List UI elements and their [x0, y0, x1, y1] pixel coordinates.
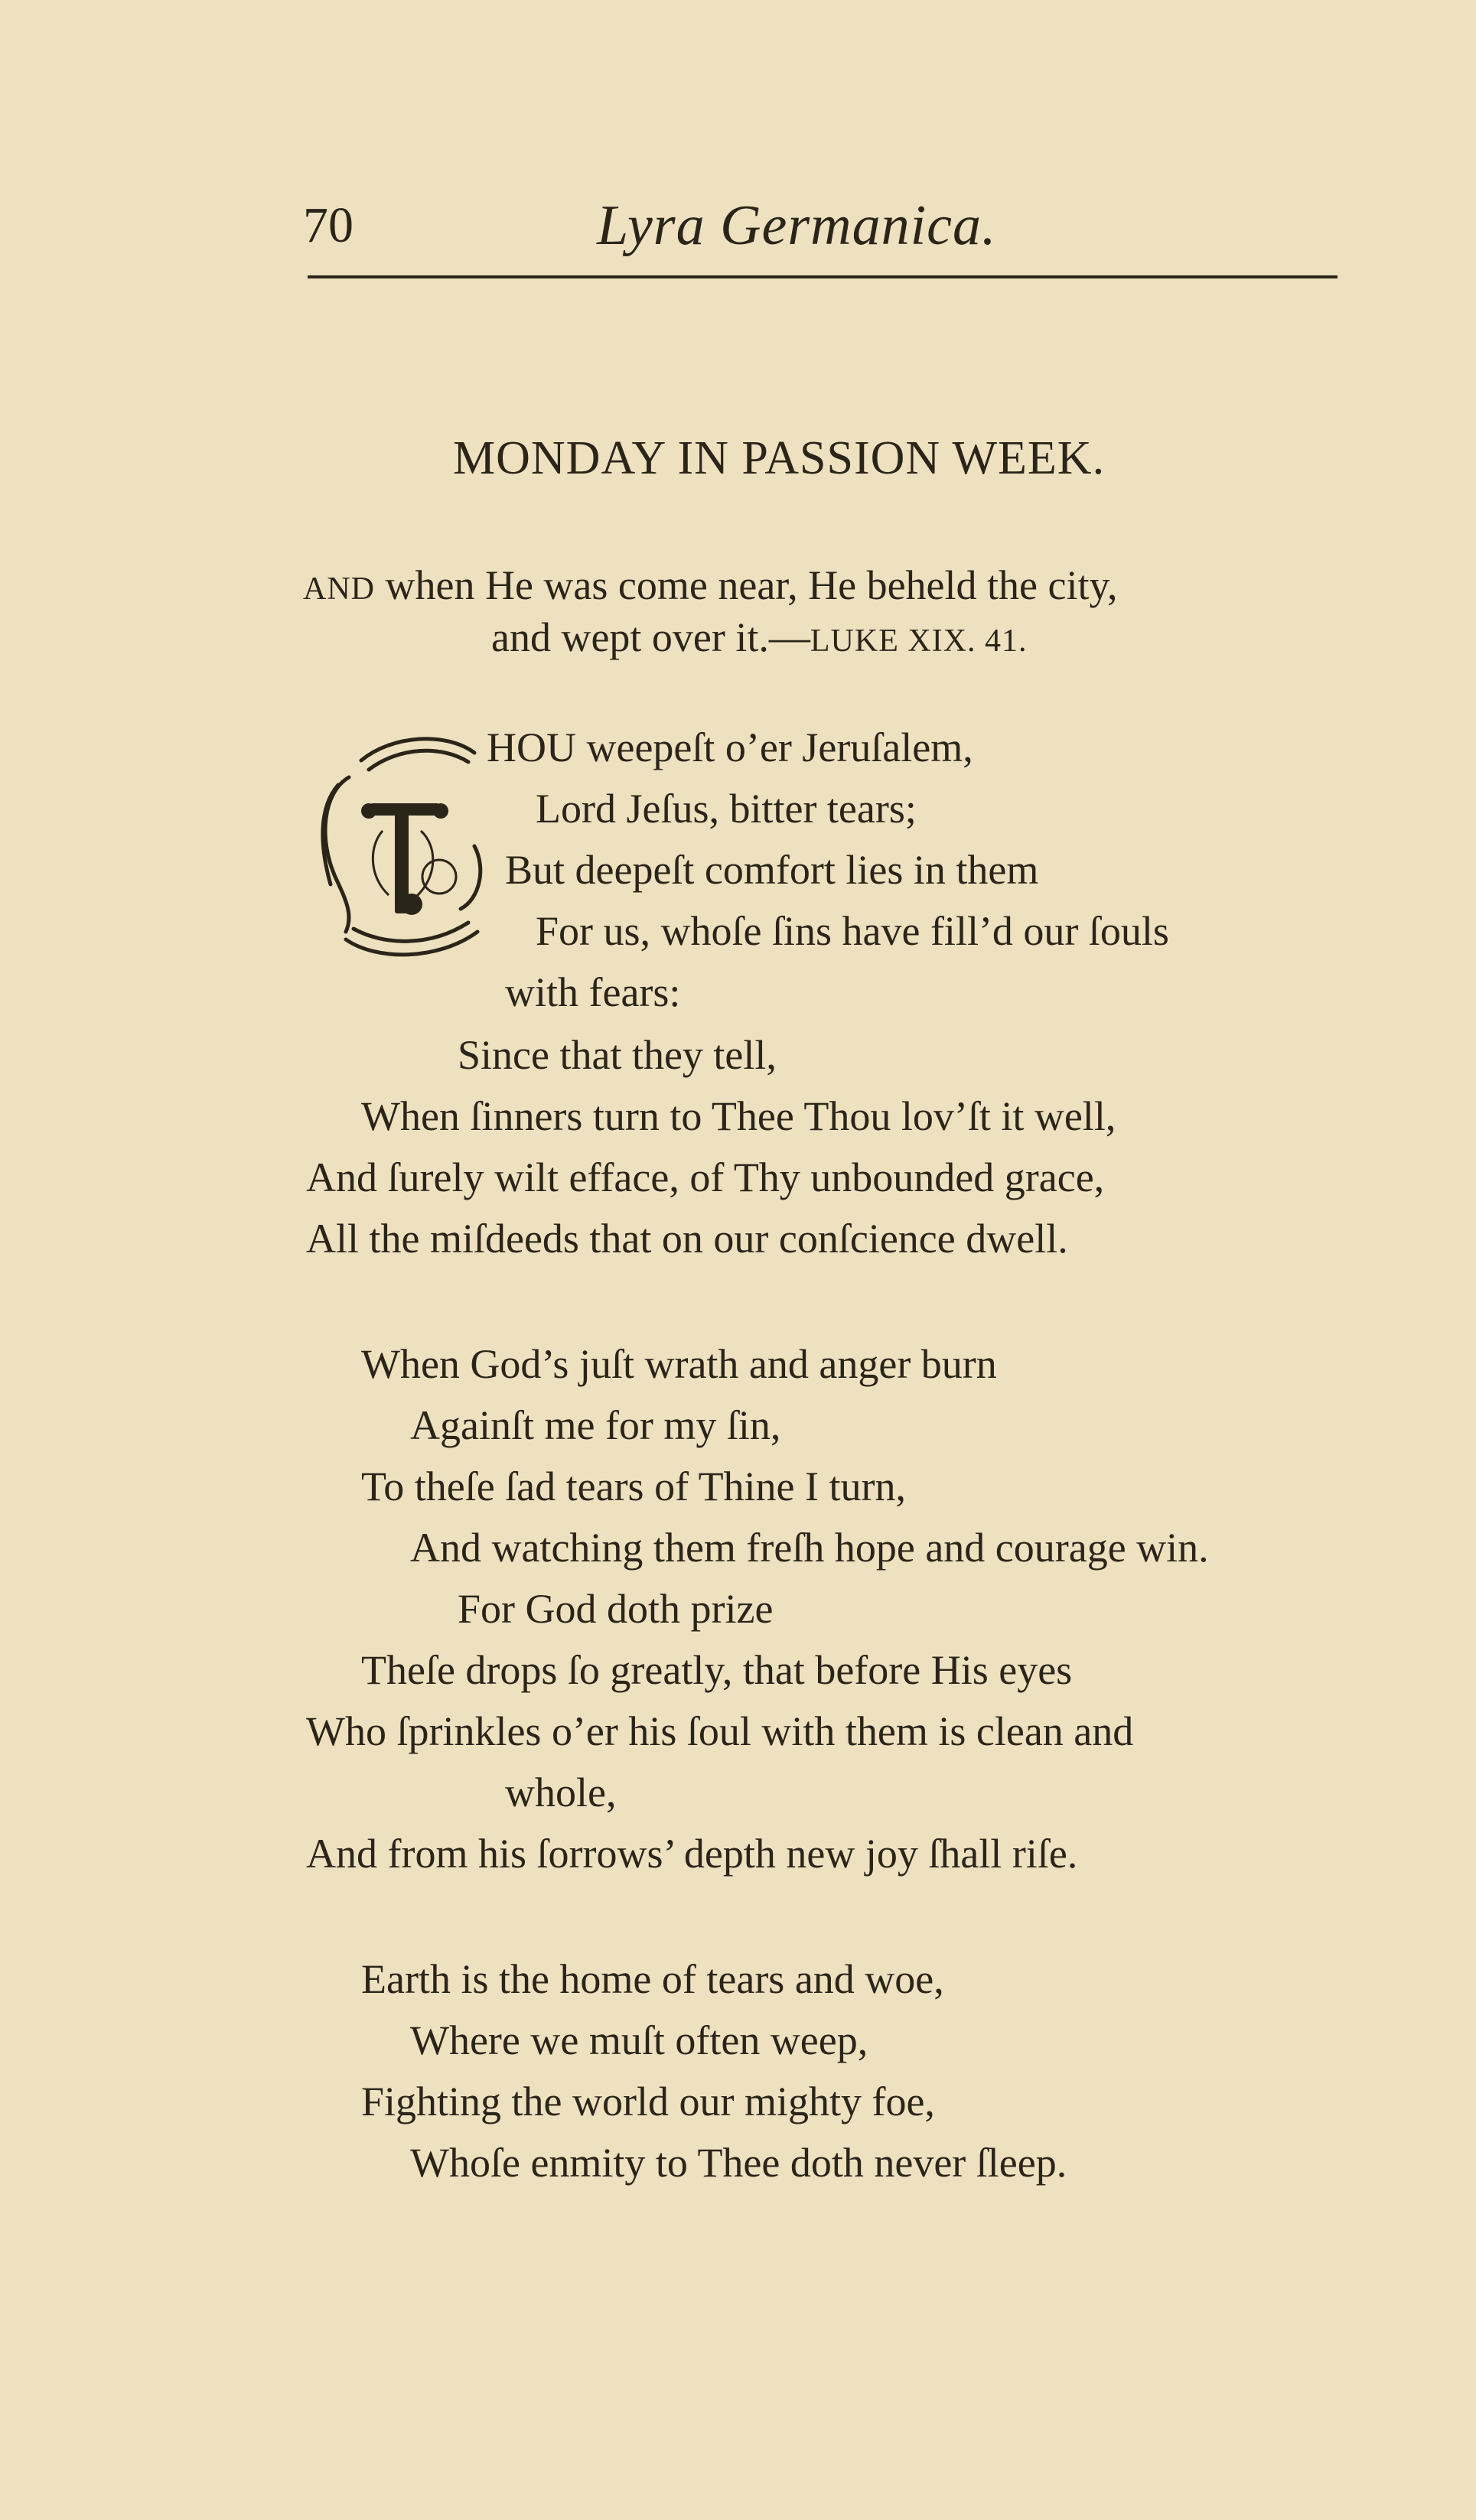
- verse-line: And from his ſorrows’ depth new joy ſhall riſe.: [306, 1831, 1078, 1877]
- hymn-title: MONDAY IN PASSION WEEK.: [453, 432, 1106, 484]
- verse-line: HOU weepeſt o’er Jeruſalem,: [487, 724, 973, 770]
- epigraph-line-2: [491, 614, 1028, 660]
- verse-line: whole,: [505, 1770, 617, 1815]
- verse-line: Whoſe enmity to Thee doth never ſleep.: [410, 2140, 1067, 2186]
- verse-line: All the miſdeeds that on our conſcience dwell.: [306, 1216, 1068, 1262]
- running-title: Lyra Germanica.: [597, 194, 997, 257]
- verse-line: Lord Jeſus, bitter tears;: [536, 786, 917, 832]
- epigraph-text-2: and wept over it.—: [491, 614, 810, 660]
- header-rule: [308, 275, 1338, 278]
- verse-line: Againſt me for my ſin,: [410, 1402, 781, 1448]
- epigraph-smallcaps: AND: [303, 571, 375, 607]
- scripture-reference: LUKE XIX. 41.: [810, 623, 1028, 659]
- verse-line: And watching them freſh hope and courage win.: [410, 1525, 1209, 1571]
- verse-line: And ſurely wilt efface, of Thy unbounded grace,: [306, 1154, 1105, 1200]
- epigraph-line-1: [303, 562, 1118, 608]
- verse-line: For God doth prize: [458, 1586, 774, 1632]
- verse-line: To theſe ſad tears of Thine I turn,: [361, 1463, 906, 1509]
- verse-line: with fears:: [505, 969, 681, 1015]
- verse-line: Where we muſt often weep,: [410, 2017, 868, 2063]
- verse-line: Who ſprinkles o’er his ſoul with them is clean and: [306, 1708, 1134, 1754]
- verse-line: But deepeſt comfort lies in them: [505, 847, 1039, 893]
- verse-line: Fighting the world our mighty foe,: [361, 2079, 935, 2124]
- verse-line: For us, whoſe ſins have fill’d our ſouls: [536, 908, 1169, 954]
- epigraph-text-1: when He was come near, He beheld the city,: [375, 562, 1118, 608]
- verse-line: Earth is the home of tears and woe,: [361, 1956, 944, 2002]
- verse-line: Theſe drops ſo greatly, that before His eyes: [361, 1647, 1073, 1693]
- ornamental-drop-cap: [315, 731, 487, 958]
- verse-line: When ſinners turn to Thee Thou lov’ſt it well,: [361, 1093, 1116, 1139]
- page-number: 70: [303, 197, 354, 253]
- verse-line: When God’s juſt wrath and anger burn: [361, 1341, 997, 1387]
- verse-line: Since that they tell,: [458, 1032, 777, 1078]
